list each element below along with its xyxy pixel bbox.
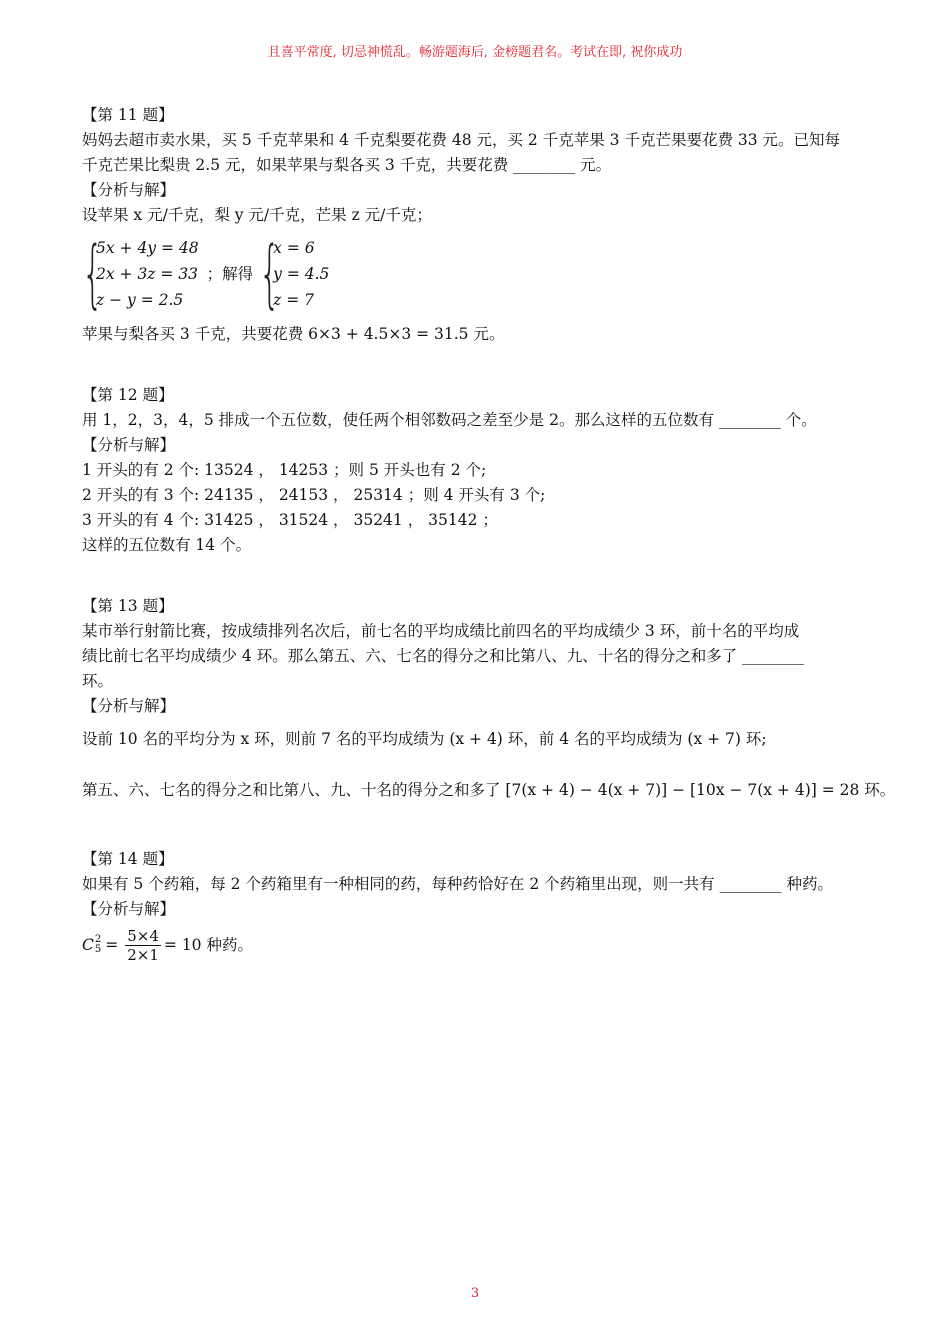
problem-13-analysis-line-1: 设前 10 名的平均分为 x 环，则前 7 名的平均成绩为 (x + 4) 环，前 4 名的平均成绩为 (x + 7) 环; xyxy=(82,730,767,748)
problem-12-title: 【第 12 题】 xyxy=(82,386,174,404)
page-number: 3 xyxy=(470,1286,480,1301)
problem-11-answer: 苹果与梨各买 3 千克，共要花费 6×3 + 4.5×3 = 31.5 元。 xyxy=(82,325,505,343)
fraction-numerator: 5×4 xyxy=(127,926,159,945)
problem-12-analysis-line: 2 开头的有 3 个: 24135 ， 24153 ， 25314 ；则 4 开头有 3 个; xyxy=(82,486,546,504)
problem-12-conclusion: 这样的五位数有 14 个。 xyxy=(82,536,252,554)
problem-13-question-line-3: 环。 xyxy=(82,672,114,690)
problem-12-analysis-heading: 【分析与解】 xyxy=(82,436,176,454)
problem-11-analysis-heading: 【分析与解】 xyxy=(82,181,176,199)
problem-11 xyxy=(82,103,882,347)
left-brace-icon: { xyxy=(82,231,104,317)
problem-12 xyxy=(82,383,882,558)
problem-13-title: 【第 13 题】 xyxy=(82,597,174,615)
fraction-denominator: 2×1 xyxy=(127,945,159,964)
problem-13-question-line-2: 绩比前七名平均成绩少 4 环。那么第五、六、七名的得分之和比第八、九、十名的得分之和多了 ________ xyxy=(82,647,805,665)
problem-11-setup: 设苹果 x 元/千克，梨 y 元/千克，芒果 z 元/千克； xyxy=(82,206,432,224)
combination-superscript: 2 xyxy=(94,934,102,945)
problem-14-analysis-heading: 【分析与解】 xyxy=(82,900,176,918)
solve-word: ；解得 xyxy=(206,264,254,283)
solution-value: y = 4.5 xyxy=(273,265,330,283)
system-equations xyxy=(96,235,199,313)
solution-value: x = 6 xyxy=(273,239,315,257)
system-equation: 5x + 4y = 48 xyxy=(96,239,199,257)
fraction xyxy=(125,927,161,964)
problem-14-title: 【第 14 题】 xyxy=(82,850,174,868)
header-motto: 且喜平常度, 切忌神慌乱。畅游题海后, 金榜题君名。考试在即, 祝你成功 xyxy=(267,45,683,60)
problem-12-question: 用 1，2，3，4，5 排成一个五位数，使任两个相邻数码之差至少是 2。那么这样的五位数有 ________ 个。 xyxy=(82,411,817,429)
problem-13 xyxy=(82,594,896,803)
problem-11-question-line-1: 妈妈去超市卖水果，买 5 千克苹果和 4 千克梨要花费 48 元，买 2 千克苹果 3 千克芒果要花费 33 元。已知每 xyxy=(82,131,841,149)
equation-system xyxy=(82,232,882,316)
system-equation: z − y = 2.5 xyxy=(96,291,184,309)
problem-11-title: 【第 11 题】 xyxy=(82,106,174,124)
solution-value: z = 7 xyxy=(273,291,315,309)
problem-13-analysis-line-2: 第五、六、七名的得分之和比第八、九、十名的得分之和多了 [7(x + 4) − 4(x + 7)] − [10x − 7(x + 4)] = 28 环。 xyxy=(82,781,896,799)
combination-result: = 10 种药。 xyxy=(163,935,253,954)
system-equation: 2x + 3z = 33 xyxy=(96,265,199,283)
problem-11-question-line-2: 千克芒果比梨贵 2.5 元，如果苹果与梨各买 3 千克，共要花费 ________ 元。 xyxy=(82,156,612,174)
equals-sign: = xyxy=(105,935,119,954)
combination-symbol: C xyxy=(82,935,94,954)
problem-14-question: 如果有 5 个药箱，每 2 个药箱里有一种相同的药，每种药恰好在 2 个药箱里出现，则一共有 ________ 种药。 xyxy=(82,875,834,893)
combination-subscript: 5 xyxy=(94,944,102,955)
problem-12-analysis-line: 1 开头的有 2 个: 13524 ， 14253 ；则 5 开头也有 2 个; xyxy=(82,461,487,479)
problem-13-question-line-1: 某市举行射箭比赛，按成绩排列名次后，前七名的平均成绩比前四名的平均成绩少 3 环，前十名的平均成 xyxy=(82,622,800,640)
left-brace-icon: { xyxy=(259,231,281,317)
solution-values xyxy=(273,235,329,313)
problem-12-analysis-line: 3 开头的有 4 个: 31425 ， 31524 ， 35241 ， 35142 ； xyxy=(82,511,498,529)
problem-14 xyxy=(82,847,882,968)
document-body xyxy=(82,103,896,990)
problem-13-analysis-heading: 【分析与解】 xyxy=(82,697,176,715)
combination-formula xyxy=(82,922,882,968)
